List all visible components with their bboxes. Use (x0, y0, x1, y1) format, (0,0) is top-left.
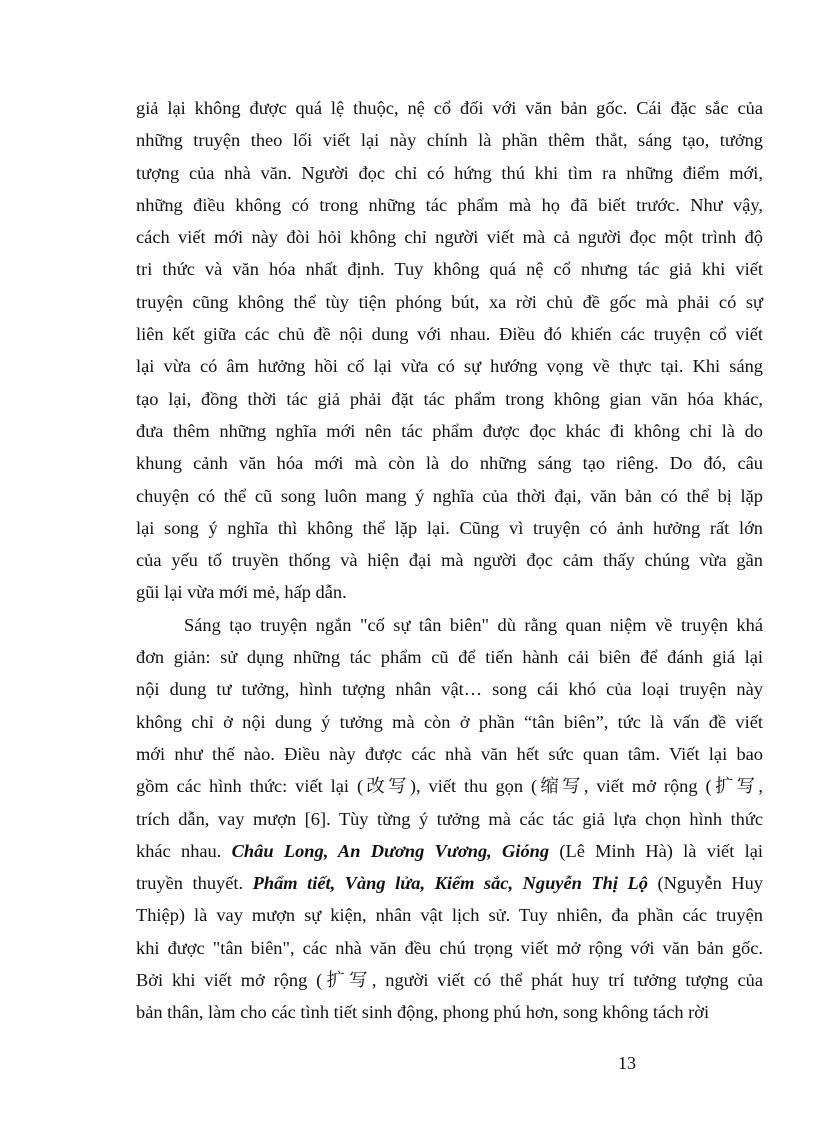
text-run: gũi lại vừa mới mẻ, hấp dẫn. (136, 582, 347, 603)
text-run: trích dẫn, vay mượn [6]. Tùy từng ý tưởng mà các tác giả lựa chọn hình thức (136, 808, 763, 829)
text-line (136, 124, 763, 156)
text-run: lại vừa có âm hưởng hồi cố lại vừa có sự hướng vọng về thực tại. Khi sáng (136, 356, 763, 377)
text-line (136, 738, 763, 770)
text-run: truyện cũng không thể tùy tiện phóng bút, xa rời chủ đề gốc mà phải có sự (136, 291, 763, 312)
text-line (136, 673, 763, 705)
emphasized-title: Châu Long, An Dương Vương, Gióng (231, 840, 550, 861)
text-run: tri thức và văn hóa nhất định. Tuy không quá nệ cổ nhưng tác giả khi viết (136, 259, 763, 280)
text-run: những truyện theo lối viết lại này chính là phần thêm thắt, sáng tạo, tưởng (136, 130, 763, 151)
text-line (136, 350, 763, 382)
text-line (136, 899, 763, 931)
text-run: tượng của nhà văn. Người đọc chỉ có hứng thú khi tìm ra những điểm mới, (136, 162, 763, 183)
text-line (136, 641, 763, 673)
text-run: đơn giản: sử dụng những tác phẩm cũ để tiến hành cải biên để đánh giá lại (136, 647, 763, 668)
text-run: nội dung tư tưởng, hình tượng nhân vật… song cái khó của loại truyện này (136, 679, 763, 700)
text-run: khi được "tân biên", các nhà văn đều chú trọng viết mở rộng với văn bản gốc. (136, 937, 763, 958)
body-text (136, 92, 763, 1029)
text-run: liên kết giữa các chủ đề nội dung với nhau. Điều đó khiến các truyện cổ viết (136, 324, 763, 345)
text-line (136, 770, 763, 802)
text-line (136, 253, 763, 285)
text-run: chuyện có thể cũ song luôn mang ý nghĩa của thời đại, văn bản có thể bị lặp (136, 485, 763, 506)
text-line (136, 447, 763, 479)
text-run: (Nguyễn Huy (647, 873, 764, 894)
text-line (136, 383, 763, 415)
text-run: khác nhau. (136, 840, 232, 861)
text-run: của yếu tố truyền thống và hiện đại mà người đọc cảm thấy chúng vừa gần (136, 550, 763, 571)
text-line (136, 189, 763, 221)
text-line (136, 415, 763, 447)
text-line (136, 609, 763, 641)
text-run: cách viết mới này đòi hỏi không chỉ người viết mà cả người đọc một trình độ (136, 227, 763, 248)
emphasized-title: Phẩm tiết, Vàng lửa, Kiếm sắc, Nguyễn Thị Lộ (252, 873, 648, 894)
text-line (136, 867, 763, 899)
text-line (136, 996, 763, 1028)
text-line (136, 544, 763, 576)
text-line (136, 92, 763, 124)
text-line (136, 706, 763, 738)
text-run: gồm các hình thức: viết lại (改写), viết thu gọn (缩写, viết mở rộng (扩写, (136, 776, 763, 797)
text-run: không chỉ ở nội dung ý tưởng mà còn ở phần “tân biên”, tức là vấn đề viết (136, 711, 763, 732)
text-line (136, 157, 763, 189)
page-number: 13 (618, 1053, 636, 1073)
text-line (136, 803, 763, 835)
text-run: (Lê Minh Hà) là viết lại (549, 840, 763, 861)
text-run: truyền thuyết. (136, 873, 253, 894)
text-line (136, 835, 763, 867)
text-run: những điều không có trong những tác phẩm mà họ đã biết trước. Như vậy, (136, 194, 763, 215)
text-line (136, 480, 763, 512)
text-run: Thiệp) là vay mượn sự kiện, nhân vật lịch sử. Tuy nhiên, đa phần các truyện (136, 905, 763, 926)
text-line (136, 286, 763, 318)
text-run: đưa thêm những nghĩa mới nên tác phẩm được đọc khác đi không chỉ là do (136, 420, 763, 441)
text-run: lại song ý nghĩa thì không thể lặp lại. Cũng vì truyện có ảnh hưởng rất lớn (136, 517, 763, 538)
text-line (136, 318, 763, 350)
text-run: khung cảnh văn hóa mới mà còn là do những sáng tạo riêng. Do đó, câu (136, 453, 763, 474)
text-line (136, 512, 763, 544)
text-run: Bởi khi viết mở rộng (扩写, người viết có thể phát huy trí tưởng tượng của (136, 970, 763, 991)
text-run: bản thân, làm cho các tình tiết sinh động, phong phú hơn, song không tách rời (136, 1002, 710, 1023)
text-line (136, 932, 763, 964)
text-line (136, 964, 763, 996)
text-run: Sáng tạo truyện ngắn "cố sự tân biên" dù rằng quan niệm về truyện khá (184, 614, 763, 635)
text-line (136, 221, 763, 253)
text-run: mới như thế nào. Điều này được các nhà văn hết sức quan tâm. Viết lại bao (136, 743, 763, 764)
text-run: tạo lại, đồng thời tác giả phải đặt tác phẩm trong không gian văn hóa khác, (136, 388, 763, 409)
text-line (136, 576, 763, 608)
text-run: giả lại không được quá lệ thuộc, nệ cổ đối với văn bản gốc. Cái đặc sắc của (136, 98, 763, 118)
